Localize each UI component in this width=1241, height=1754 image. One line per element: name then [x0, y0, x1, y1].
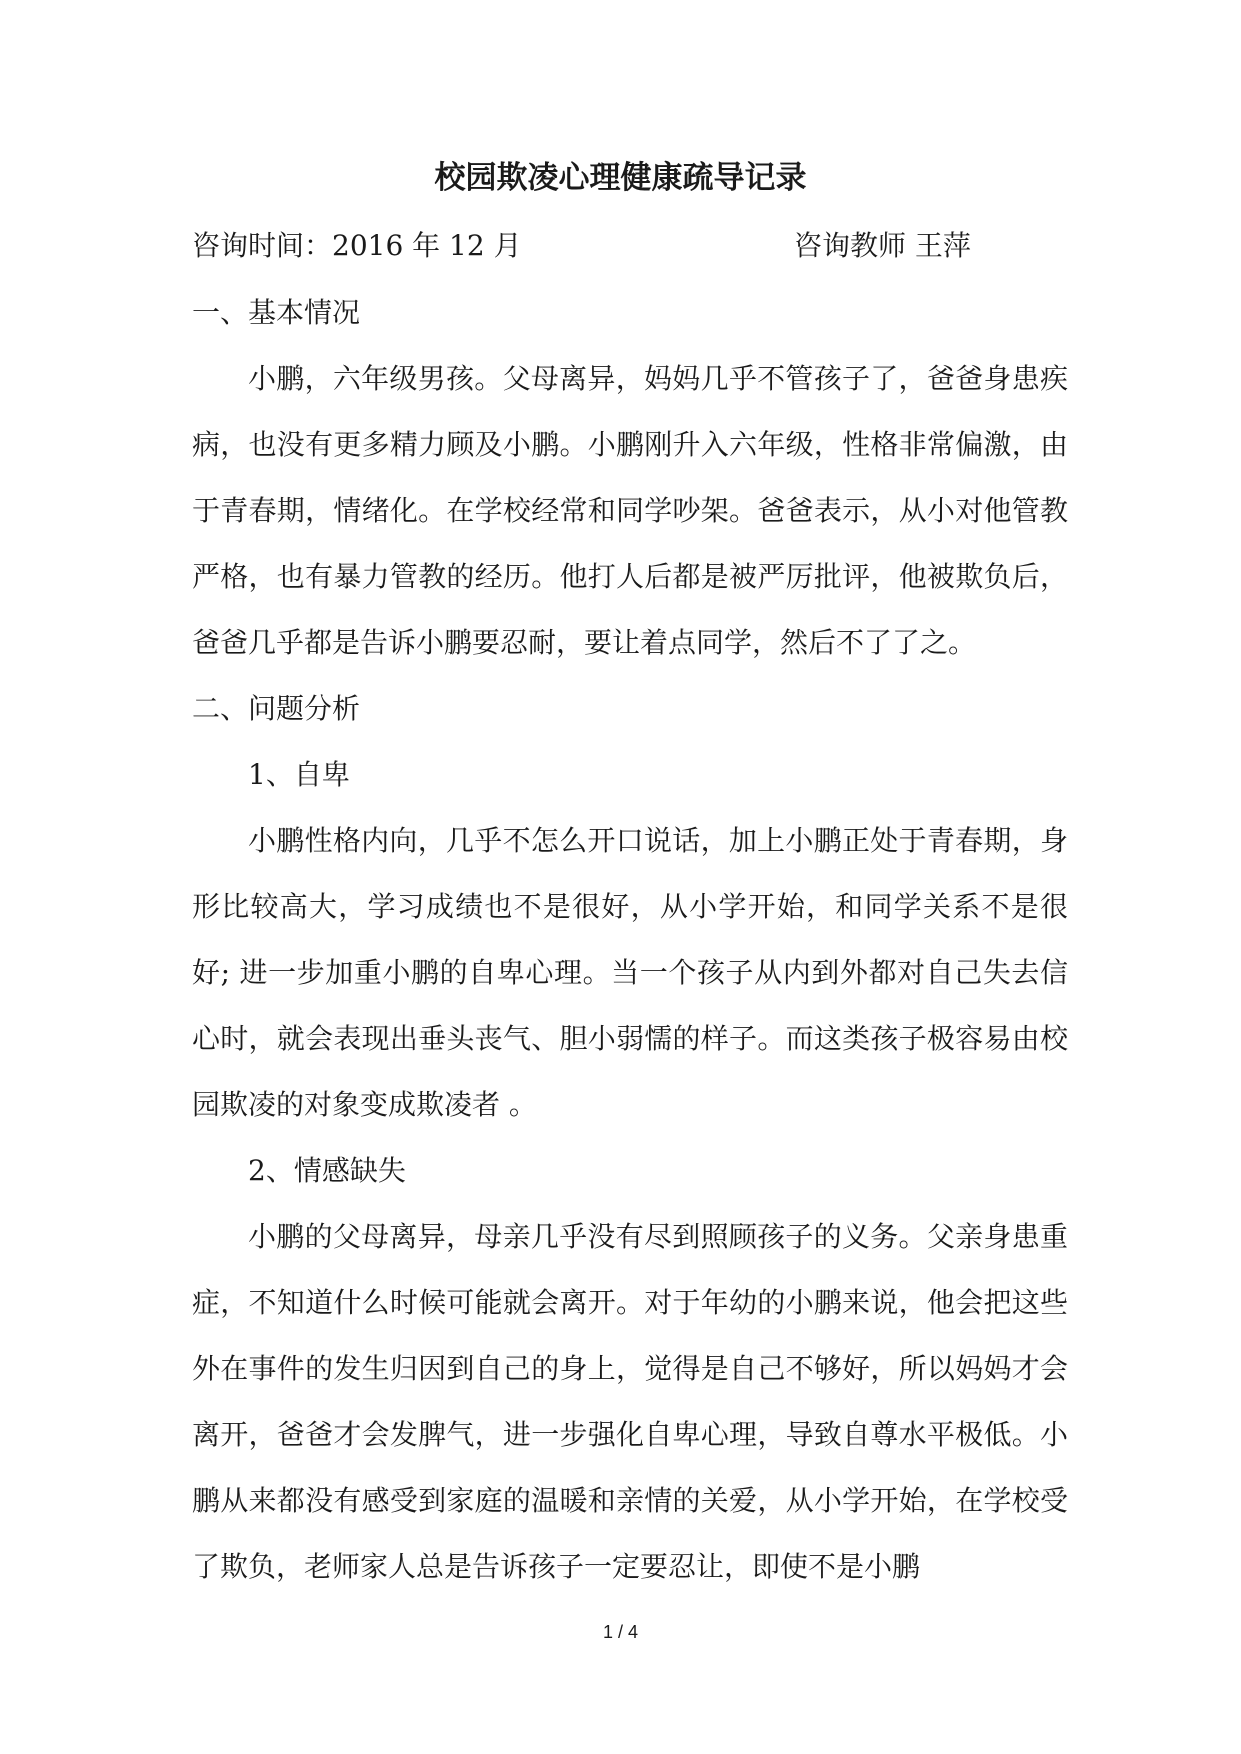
- document-title: 校园欺凌心理健康疏导记录: [434, 160, 807, 196]
- paragraph-emotional-deficit: 小鹏的父母离异，母亲几乎没有尽到照顾孩子的义务。父亲身患重症，不知道什么时候可能就会离开。对于年幼的小鹏来说，他会把这些外在事件的发生归因到自己的身上，觉得是自己不够好，所以妈妈才会离开，爸爸才会发脾气，进一步强化自卑心理，导致自尊水平极低。小鹏从来都没有感受到家庭的温暖和亲情的关爱，从小学开始，在学校受了欺负，老师家人总是告诉孩子一定要忍让，即使不是小鹏: [192, 1220, 1068, 1583]
- consult-time: 咨询时间：2016 年 12 月: [192, 229, 522, 262]
- document-body: [192, 280, 1068, 1600]
- section-heading-analysis: 二、问题分析: [192, 692, 361, 725]
- paragraph-basic-situation: 小鹏，六年级男孩。父母离异，妈妈几乎不管孩子了，爸爸身患疾病，也没有更多精力顾及小鹏。小鹏刚升入六年级，性格非常偏激，由于青春期，情绪化。在学校经常和同学吵架。爸爸表示，从小对他管教严格，也有暴力管教的经历。他打人后都是被严厉批评，他被欺负后，爸爸几乎都是告诉小鹏要忍耐，要让着点同学，然后不了了之。: [192, 362, 1068, 659]
- subheading-inferiority: 1、自卑: [248, 758, 350, 791]
- consultation-meta: [192, 226, 1072, 266]
- paragraph-inferiority: 小鹏性格内向，几乎不怎么开口说话，加上小鹏正处于青春期，身形比较高大，学习成绩也不是很好，从小学开始，和同学关系不是很好; 进一步加重小鹏的自卑心理。当一个孩子从内到外都对自己失去信心时，就会表现出垂头丧气、胆小弱懦的样子。而这类孩子极容易由校园欺凌的对象变成欺凌者 。: [192, 824, 1068, 1121]
- page-number: 1 / 4: [602, 1622, 639, 1642]
- consult-teacher: 咨询教师 王萍: [794, 229, 971, 262]
- section-heading-basic: 一、基本情况: [192, 296, 361, 329]
- subheading-emotional-deficit: 2、情感缺失: [248, 1154, 406, 1187]
